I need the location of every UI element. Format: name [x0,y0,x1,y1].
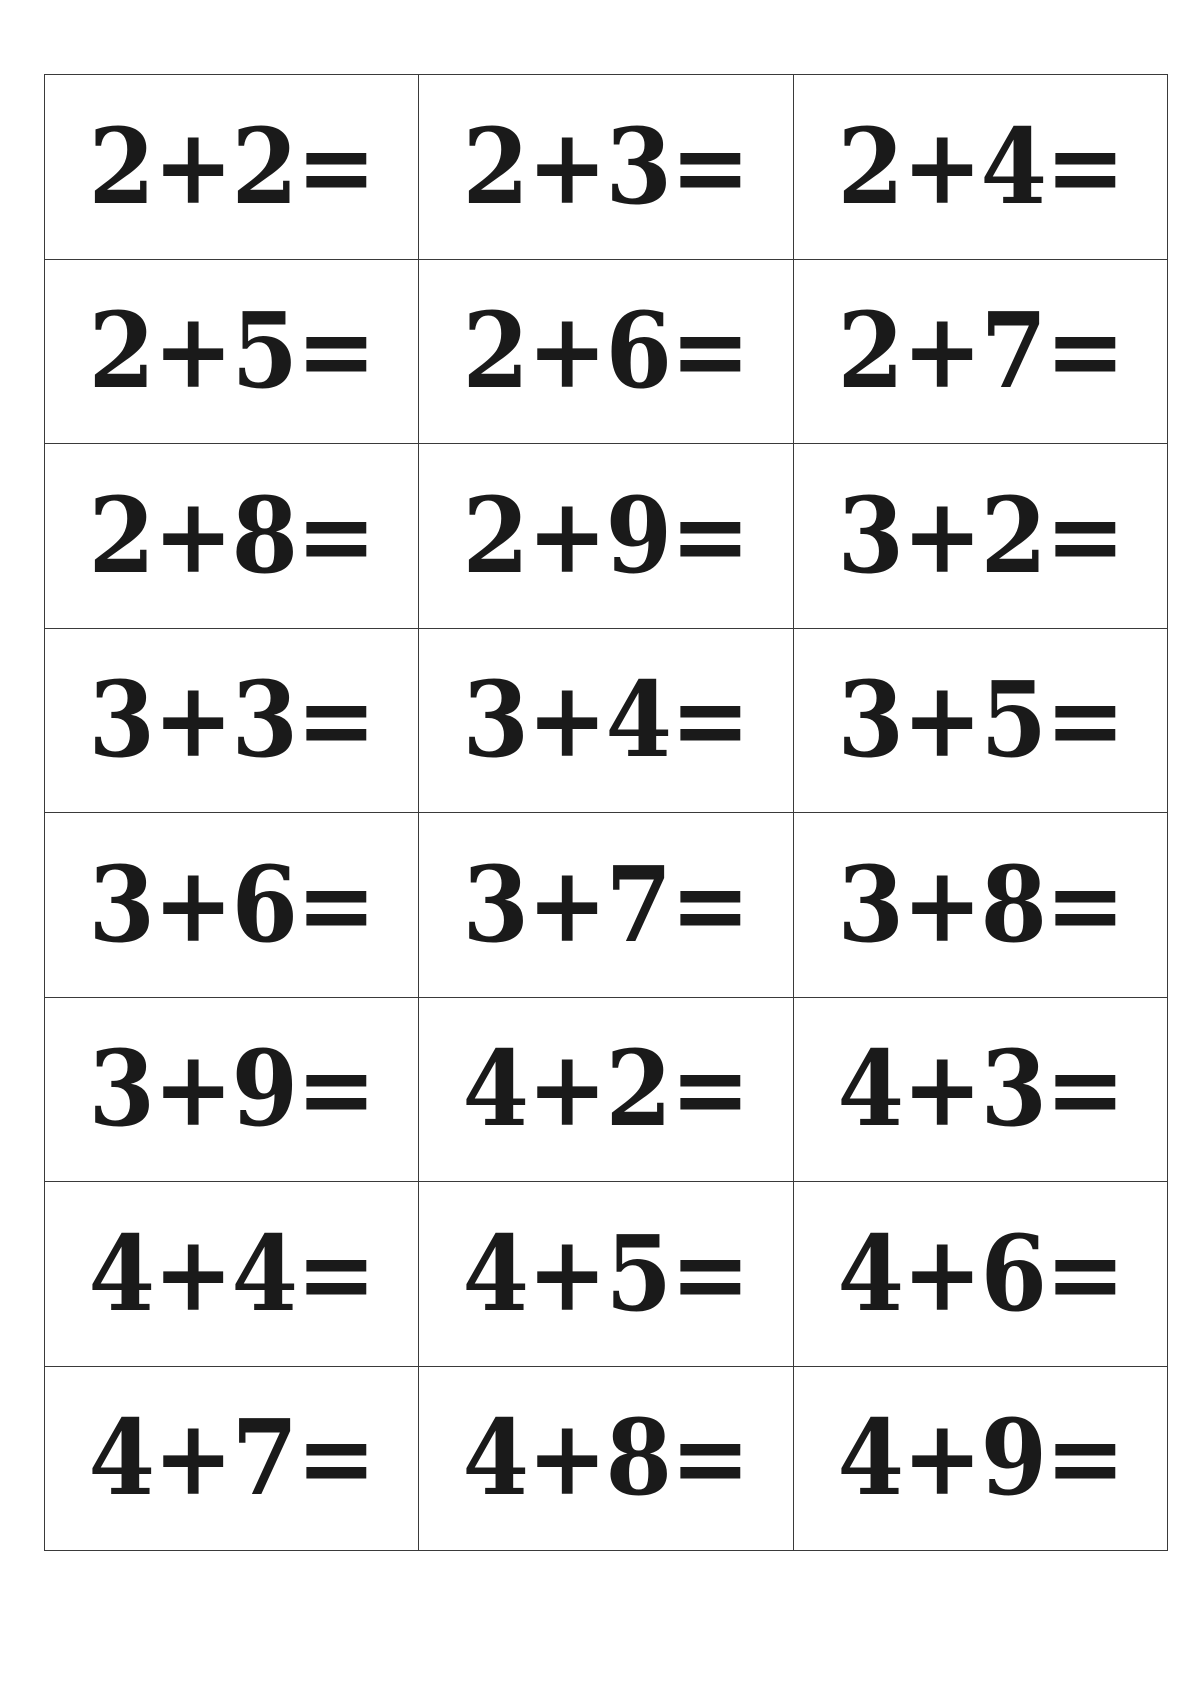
problem-expression: 4+7= [88,1396,375,1520]
problem-cell [794,1367,1168,1552]
problem-expression: 3+7= [462,842,750,966]
problem-cell [419,444,793,629]
problem-expression: 2+8= [88,473,375,597]
problem-cell [419,1182,793,1367]
problem-expression: 3+2= [837,473,1124,597]
problem-cell [45,444,419,629]
problem-expression: 4+9= [837,1396,1124,1520]
problem-expression: 2+2= [88,104,375,228]
problem-expression: 2+9= [462,473,750,597]
problem-expression: 3+3= [88,658,375,782]
problem-expression: 3+6= [88,842,375,966]
problem-cell [45,629,419,814]
problem-cell [419,629,793,814]
problem-expression: 4+4= [88,1211,375,1335]
problem-cell [45,813,419,998]
problem-cell [794,629,1168,814]
problem-cell [419,75,793,260]
problem-expression: 2+6= [462,289,750,413]
problem-cell [794,998,1168,1183]
problem-cell [419,1367,793,1552]
problem-cell [419,998,793,1183]
problem-expression: 4+5= [462,1211,750,1335]
problem-cell [45,75,419,260]
problem-expression: 3+8= [837,842,1124,966]
problem-expression: 4+2= [462,1027,750,1151]
problem-cell [45,998,419,1183]
problem-cell [794,75,1168,260]
problem-expression: 3+4= [462,658,750,782]
problem-expression: 4+6= [837,1211,1124,1335]
problem-cell [794,1182,1168,1367]
problem-cell [45,1367,419,1552]
problem-expression: 4+3= [837,1027,1124,1151]
problem-expression: 2+7= [837,289,1124,413]
problem-cell [419,260,793,445]
problem-cell [419,813,793,998]
addition-worksheet-grid [44,74,1168,1551]
problem-expression: 2+4= [837,104,1124,228]
problem-expression: 3+5= [837,658,1124,782]
problem-cell [794,444,1168,629]
problem-cell [45,1182,419,1367]
problem-expression: 2+5= [88,289,375,413]
problem-cell [794,260,1168,445]
problem-cell [794,813,1168,998]
problem-expression: 4+8= [462,1396,750,1520]
problem-cell [45,260,419,445]
problem-expression: 3+9= [88,1027,375,1151]
problem-expression: 2+3= [462,104,750,228]
